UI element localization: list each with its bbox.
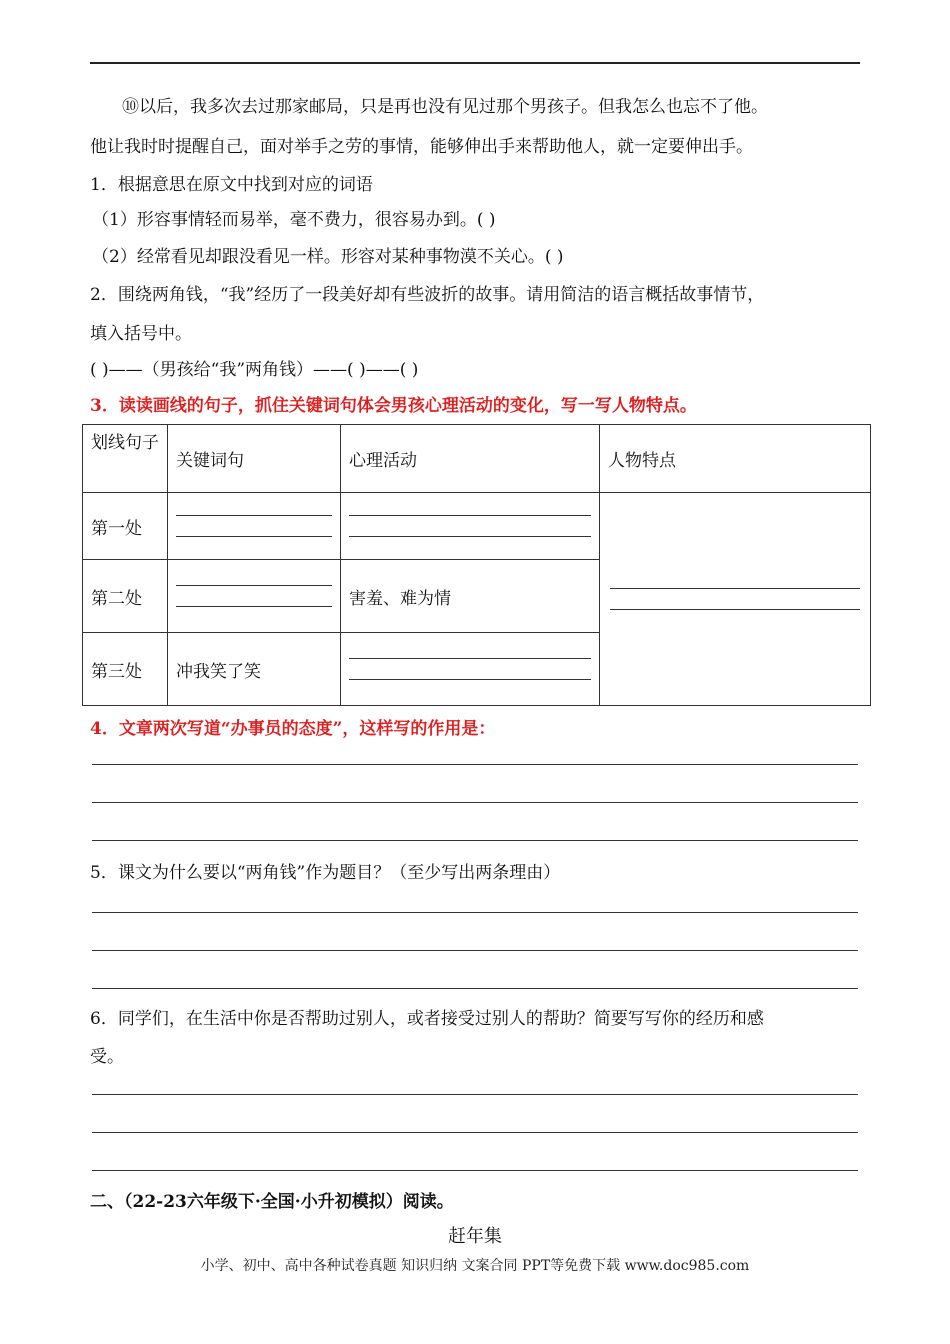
header-rule	[90, 62, 860, 64]
row3-mood-blank[interactable]	[341, 633, 600, 706]
header-keyword: 关键词句	[168, 425, 341, 493]
header-sentence: 划线句子	[83, 425, 168, 493]
q4-title: 4．文章两次写道“办事员的态度”，这样写的作用是：	[90, 719, 496, 739]
q3-title: 3．读读画线的句子，抓住关键词句体会男孩心理活动的变化，写一写人物特点。	[90, 396, 697, 416]
q6-answer-line-3[interactable]	[92, 1170, 858, 1171]
row2-label: 第二处	[83, 560, 168, 633]
q6-answer-line-1[interactable]	[92, 1094, 858, 1095]
section2-title: 二、（22-23六年级下·全国·小升初模拟）阅读。	[90, 1192, 454, 1212]
q5-answer-line-1[interactable]	[92, 912, 858, 913]
footer-brand: 赶年集	[448, 1226, 502, 1247]
row3-label: 第三处	[83, 633, 168, 706]
q1-title: 1．根据意思在原文中找到对应的词语	[90, 175, 373, 195]
q6-line1: 6．同学们，在生活中你是否帮助过别人，或者接受过别人的帮助？简要写写你的经历和感	[90, 1009, 764, 1029]
para10-line1: ⑩以后，我多次去过那家邮局，只是再也没有见过那个男孩子。但我怎么也忘不了他。	[122, 97, 768, 117]
q6-answer-line-2[interactable]	[92, 1132, 858, 1133]
header-mood: 心理活动	[341, 425, 600, 493]
q1-item1: （1）形容事情轻而易举，毫不费力，很容易办到。( )	[92, 210, 496, 230]
row1-mood-blank[interactable]	[341, 493, 600, 560]
q6-line2: 受。	[90, 1047, 124, 1067]
row3-keyword: 冲我笑了笑	[168, 633, 341, 706]
q5-title: 5．课文为什么要以“两角钱”作为题目？（至少写出两条理由）	[90, 863, 561, 883]
q2-line1: 2．围绕两角钱，“我”经历了一段美好却有些波折的故事。请用简洁的语言概括故事情节，	[90, 285, 765, 305]
row2-mood: 害羞、难为情	[341, 560, 600, 633]
footer-tagline: 小学、初中、高中各种试卷真题 知识归纳 文案合同 PPT等免费下载 www.doc985.com	[200, 1258, 750, 1274]
q4-answer-line-1[interactable]	[92, 764, 858, 765]
row1-label: 第一处	[83, 493, 168, 560]
para10-line2: 他让我时时提醒自己，面对举手之劳的事情，能够伸出手来帮助他人，就一定要伸出手。	[90, 137, 753, 157]
header-trait: 人物特点	[600, 425, 871, 493]
q4-answer-line-2[interactable]	[92, 802, 858, 803]
q4-answer-line-3[interactable]	[92, 840, 858, 841]
trait-blank[interactable]	[600, 493, 871, 706]
row1-keyword-blank[interactable]	[168, 493, 341, 560]
q5-answer-line-2[interactable]	[92, 950, 858, 951]
q3-table	[82, 424, 871, 706]
row2-keyword-blank[interactable]	[168, 560, 341, 633]
q3-header-row	[83, 425, 871, 493]
q2-plot-blanks: ( )——（男孩给“我”两角钱）——( )——( )	[90, 360, 419, 380]
q2-line2: 填入括号中。	[90, 324, 192, 344]
q3-row-1	[83, 493, 871, 560]
q1-item2: （2）经常看见却跟没看见一样。形容对某种事物漠不关心。( )	[92, 247, 564, 267]
q5-answer-line-3[interactable]	[92, 988, 858, 989]
